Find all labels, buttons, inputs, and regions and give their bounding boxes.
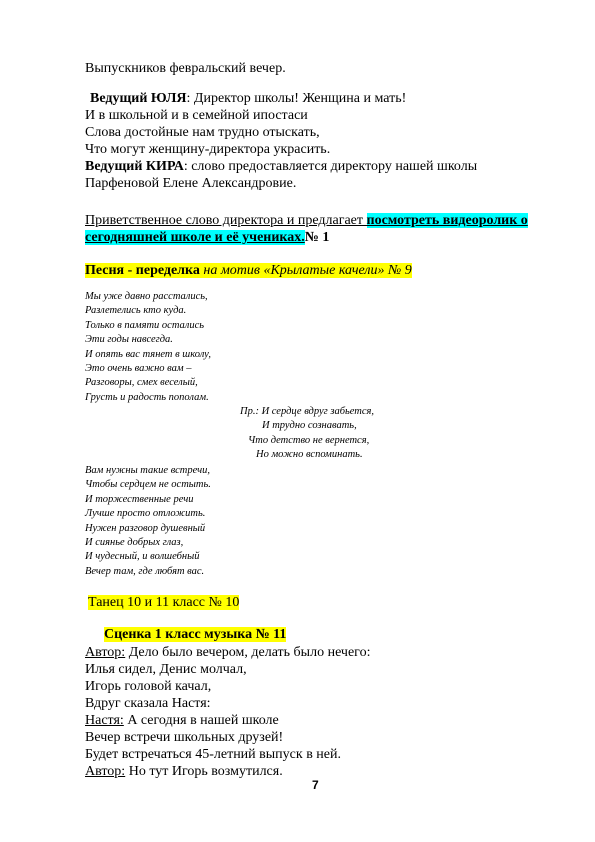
scene-line-5: [85, 712, 279, 729]
yulia-text-1: : Директор школы! Женщина и мать!: [186, 91, 407, 106]
dance-title: Танец 10 и 11 класс № 10: [88, 595, 240, 610]
kira-line-2: [85, 175, 296, 192]
poem-verse-2: [85, 464, 211, 579]
song-motif: на мотив «Крылатые качели» № 9: [199, 263, 412, 278]
intro-line: [85, 60, 286, 77]
scene-line-6: [85, 729, 283, 746]
poem-chorus-line-2: [262, 419, 357, 433]
poem-line: Грусть и радость пополам.: [85, 391, 209, 403]
yulia-line-1: [90, 90, 406, 107]
scene-line-2: [85, 661, 247, 678]
director-greeting: Приветственное слово директора и предлагает: [85, 213, 367, 228]
poem-verse-1: [85, 290, 211, 405]
poem-line: И опять вас тянет в школу,: [85, 348, 211, 360]
director-number: № 1: [304, 230, 330, 245]
scene-line-1: [85, 644, 370, 661]
poem-line: Разговоры, смех веселый,: [85, 377, 198, 389]
poem-line: Мы уже давно расстались,: [85, 291, 208, 302]
poem-line: И чудесный, и волшебный: [85, 551, 200, 563]
scene-line-7: [85, 746, 341, 763]
scene-text: Дело было вечером, делать было нечего:: [125, 645, 371, 660]
poem-chorus-line-3: [248, 434, 369, 448]
poem-line: Лучше просто отложить.: [85, 508, 206, 520]
kira-text-1: : слово предоставляется директору нашей школы: [183, 159, 478, 174]
chorus-line: Но можно вспоминать.: [256, 449, 363, 460]
scene-text: Вечер встречи школьных друзей!: [85, 730, 284, 745]
yulia-line-2: [85, 107, 308, 124]
scene-text: Илья сидел, Денис молчал,: [85, 662, 247, 677]
scene-text: А сегодня в нашей школе: [123, 713, 279, 728]
yulia-line-3: [85, 124, 320, 141]
yulia-speaker: Ведущий ЮЛЯ: [90, 91, 187, 106]
intro-text: Выпускников февральский вечер.: [85, 61, 286, 76]
poem-line: И сиянье добрых глаз,: [85, 536, 184, 548]
kira-line-1: [85, 158, 477, 175]
poem-line: Это очень важно вам –: [85, 362, 192, 374]
scene-text: Будет встречаться 45-летний выпуск в ней.: [85, 747, 341, 762]
poem-line: И торжественные речи: [85, 493, 194, 505]
dance-heading: [88, 594, 239, 611]
poem-chorus-line-4: [256, 448, 363, 462]
chorus-line: Что детство не вернется,: [248, 435, 370, 446]
yulia-text-3: Слова достойные нам трудно отыскать,: [85, 125, 320, 140]
chorus-line: И трудно сознавать,: [262, 420, 357, 431]
director-line-1: [85, 212, 528, 229]
director-video-highlight-1: посмотреть видеоролик о: [366, 213, 528, 228]
poem-line: Чтобы сердцем не остыть.: [85, 479, 211, 491]
scene-speaker: Настя:: [85, 713, 124, 728]
poem-line: Нужен разговор душевный: [85, 522, 206, 534]
scene-line-4: [85, 695, 211, 712]
song-title: Песня - переделка: [85, 263, 200, 278]
scene-line-3: [85, 678, 211, 695]
chorus-line: Пр.: И сердце вдруг забьется,: [240, 406, 375, 417]
yulia-text-4: Что могут женщину-директора украсить.: [85, 142, 331, 157]
scene-speaker: Автор:: [85, 764, 126, 779]
scene-text: Вдруг сказала Настя:: [85, 696, 211, 711]
scene-heading: [104, 626, 286, 643]
song-heading: [85, 262, 412, 279]
scene-speaker: Автор:: [85, 645, 126, 660]
scene-text: Игорь головой качал,: [85, 679, 212, 694]
poem-line: Эти годы навсегда.: [85, 334, 173, 346]
scene-title: Сценка 1 класс музыка № 11: [104, 627, 287, 642]
page-number: 7: [312, 778, 319, 792]
poem-line: Разлетелись кто куда.: [85, 305, 187, 317]
poem-chorus-line-1: [240, 405, 374, 419]
director-line-2: [85, 229, 329, 246]
yulia-text-2: И в школьной и в семейной ипостаси: [85, 108, 308, 123]
poem-line: Только в памяти остались: [85, 319, 205, 331]
scene-line-8: [85, 763, 283, 780]
director-video-highlight-2: сегодняшней школе и её учениках.: [85, 230, 305, 245]
scene-text: Но тут Игорь возмутился.: [125, 764, 283, 779]
poem-line: Вечер там, где любят вас.: [85, 565, 205, 577]
poem-line: Вам нужны такие встречи,: [85, 465, 211, 476]
kira-text-2: Парфеновой Елене Александровие.: [85, 176, 297, 191]
yulia-line-4: [85, 141, 330, 158]
kira-speaker: Ведущий КИРА: [85, 159, 184, 174]
